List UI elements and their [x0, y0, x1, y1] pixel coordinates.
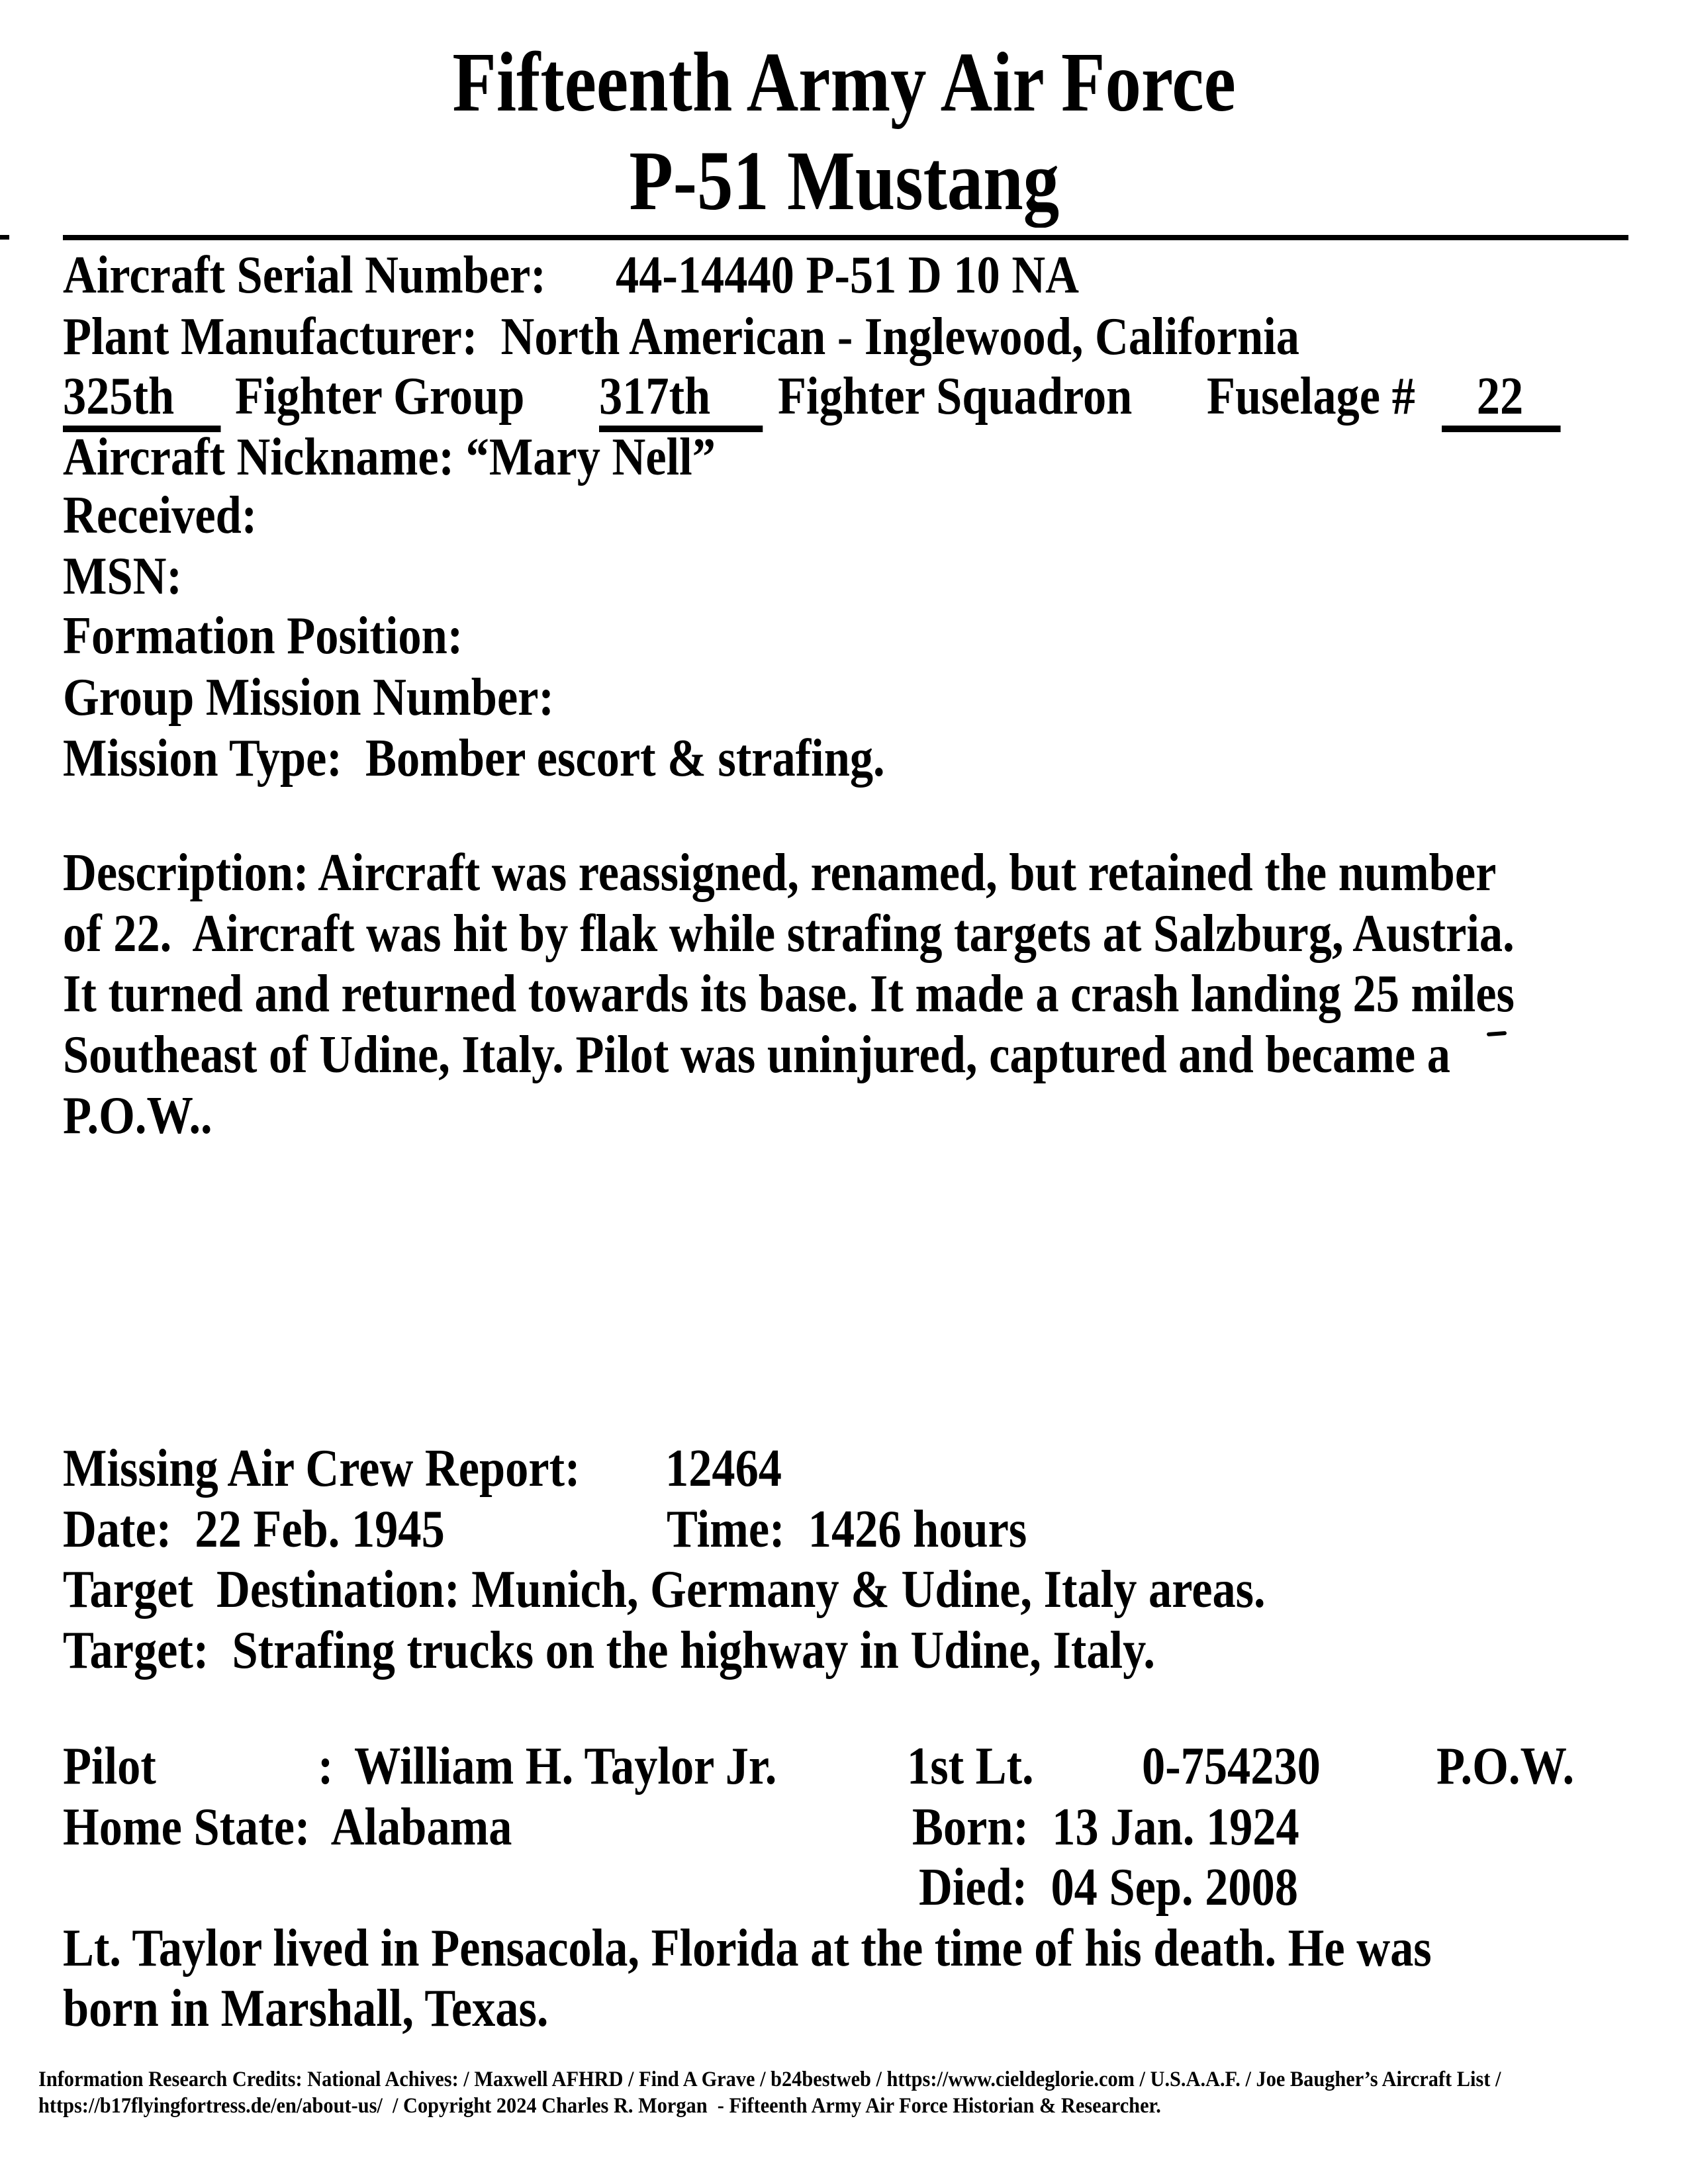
pilot-service-number: 0-754230	[1142, 1737, 1321, 1796]
description-line-2: of 22. Aircraft was hit by flak while strafing targets at Salzburg, Austria.	[63, 905, 1515, 963]
fighter-squadron-number: 317th	[599, 370, 763, 432]
title-text-line1: Fifteenth Army Air Force	[452, 35, 1236, 129]
group-mission-number-label: Group Mission Number:	[63, 668, 554, 727]
macr-time: Time: 1426 hours	[667, 1500, 1027, 1559]
description-line-3: It turned and returned towards its base. It made a crash landing 25 miles	[63, 965, 1515, 1023]
msn-label: MSN:	[63, 547, 182, 606]
pilot-name: William H. Taylor Jr.	[354, 1737, 777, 1796]
pilot-note-line-2: born in Marshall, Texas.	[63, 1979, 549, 2038]
title-text-line2: P-51 Mustang	[629, 134, 1059, 228]
fighter-group-number: 325th	[63, 370, 221, 432]
pilot-note-line-1: Lt. Taylor lived in Pensacola, Florida at the time of his death. He was	[63, 1919, 1432, 1978]
pilot-died: Died: 04 Sep. 2008	[919, 1858, 1299, 1917]
macr-label: Missing Air Crew Report:	[63, 1439, 581, 1498]
pilot-status: P.O.W.	[1436, 1737, 1575, 1796]
macr-target: Target: Strafing trucks on the highway in Udine, Italy.	[63, 1621, 1155, 1680]
serial-number-label: Aircraft Serial Number:	[63, 246, 546, 304]
description-line-1: Description: Aircraft was reassigned, renamed, but retained the number	[63, 844, 1497, 902]
footer-credits-line-2: https://b17flyingfortress.de/en/about-us/ / Copyright 2024 Charles R. Morgan - Fifteenth Army Air Force Historian & Researcher.	[38, 2094, 1161, 2118]
description-line-4: Southeast of Udine, Italy. Pilot was uninjured, captured and became a	[63, 1026, 1450, 1084]
description-line-5: P.O.W..	[63, 1087, 212, 1145]
fighter-squadron-label: Fighter Squadron	[778, 367, 1133, 426]
pilot-rank: 1st Lt.	[907, 1737, 1034, 1796]
pilot-label: Pilot	[63, 1737, 156, 1796]
macr-date: Date: 22 Feb. 1945	[63, 1500, 445, 1559]
pilot-home-state: Home State: Alabama	[63, 1798, 512, 1856]
fuselage-number-label: Fuselage #	[1207, 367, 1415, 426]
aircraft-nickname-line: Aircraft Nickname: “Mary Nell”	[63, 428, 716, 486]
document-title-line1	[0, 35, 1688, 129]
macr-target-destination: Target Destination: Munich, Germany & Udine, Italy areas.	[63, 1561, 1266, 1619]
mission-type-line: Mission Type: Bomber escort & strafing.	[63, 729, 885, 788]
macr-value: 12464	[665, 1439, 782, 1498]
pilot-born: Born: 13 Jan. 1924	[912, 1798, 1299, 1856]
fighter-group-label: Fighter Group	[235, 367, 525, 426]
received-label: Received:	[63, 486, 258, 545]
pilot-colon: :	[318, 1737, 334, 1796]
serial-number-value: 44-14440 P-51 D 10 NA	[616, 246, 1080, 304]
formation-position-label: Formation Position:	[63, 607, 463, 665]
document-title-line2	[0, 134, 1688, 228]
stray-mark-left-edge	[0, 235, 9, 240]
title-divider-rule	[63, 235, 1628, 240]
footer-credits-line-1: Information Research Credits: National Achives: / Maxwell AFHRD / Find A Grave / b24bestweb / https://www.cieldeglorie.com / U.S.A.A.F. / Joe Baugher’s Aircraft List /	[38, 2068, 1501, 2091]
stray-mark-tilde	[1487, 1031, 1507, 1036]
plant-manufacturer-line: Plant Manufacturer: North American - Inglewood, California	[63, 308, 1300, 366]
fuselage-number-value: 22	[1442, 370, 1561, 432]
